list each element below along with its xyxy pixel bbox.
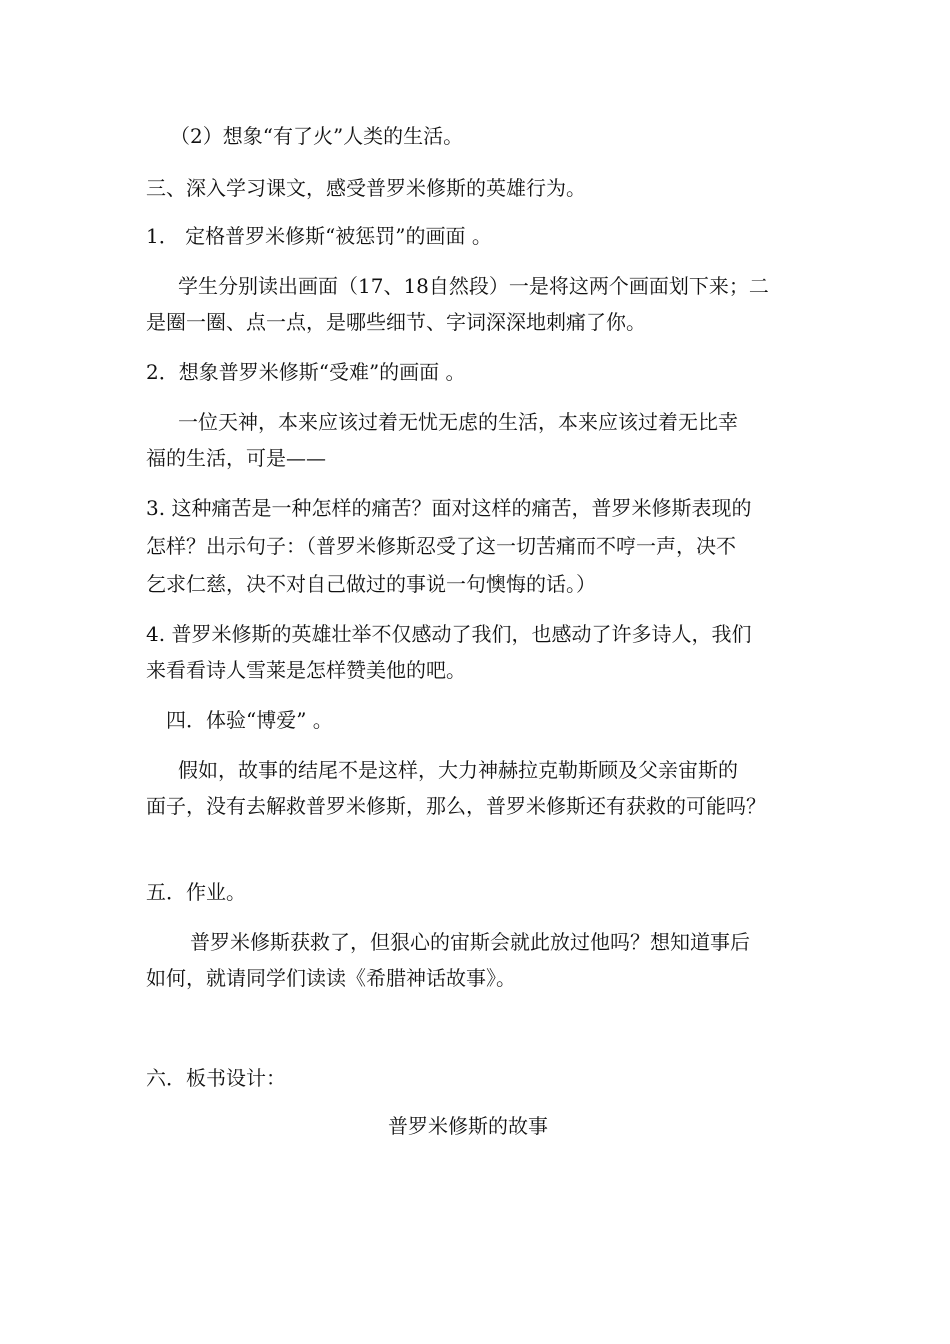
- paragraph-line: 假如，故事的结尾不是这样，大力神赫拉克勒斯顾及父亲宙斯的: [178, 758, 738, 782]
- item-four-line: 来看看诗人雪莱是怎样赞美他的吧。: [146, 658, 466, 682]
- item-two-heading: 2．想象普罗米修斯“受难”的画面 。: [146, 360, 466, 384]
- paragraph-line: 面子，没有去解救普罗米修斯，那么，普罗米修斯还有获救的可能吗？: [146, 794, 766, 818]
- section-six-heading: 六．板书设计：: [146, 1066, 286, 1090]
- paragraph-line: 学生分别读出画面（17、18自然段）一是将这两个画面划下来；二: [178, 274, 769, 298]
- section-three-heading: 三、深入学习课文，感受普罗米修斯的英雄行为。: [146, 176, 586, 200]
- text-line-imagine-fire: （2）想象“有了火”人类的生活。: [170, 124, 464, 148]
- item-three-line: 3. 这种痛苦是一种怎样的痛苦？面对这样的痛苦，普罗米修斯表现的: [146, 496, 752, 520]
- paragraph-line: 一位天神，本来应该过着无忧无虑的生活，本来应该过着无比幸: [178, 410, 738, 434]
- paragraph-line: 普罗米修斯获救了，但狠心的宙斯会就此放过他吗？想知道事后: [190, 930, 750, 954]
- item-three-line: 乞求仁慈，决不对自己做过的事说一句懊悔的话。）: [146, 572, 596, 596]
- paragraph-line: 如何，就请同学们读读《希腊神话故事》。: [146, 966, 516, 990]
- item-three-line: 怎样？出示句子：（普罗米修斯忍受了这一切苦痛而不哼一声，决不: [146, 534, 736, 558]
- item-four-line: 4. 普罗米修斯的英雄壮举不仅感动了我们，也感动了许多诗人，我们: [146, 622, 752, 646]
- item-one-heading: 1． 定格普罗米修斯“被惩罚”的画面 。: [146, 224, 492, 248]
- section-five-heading: 五．作业。: [146, 880, 246, 904]
- paragraph-line: 是圈一圈、点一点，是哪些细节、字词深深地刺痛了你。: [146, 310, 646, 334]
- section-four-heading: 四．体验“博爱” 。: [166, 708, 333, 732]
- paragraph-line: 福的生活，可是——: [146, 446, 326, 470]
- board-design-title: 普罗米修斯的故事: [388, 1114, 548, 1138]
